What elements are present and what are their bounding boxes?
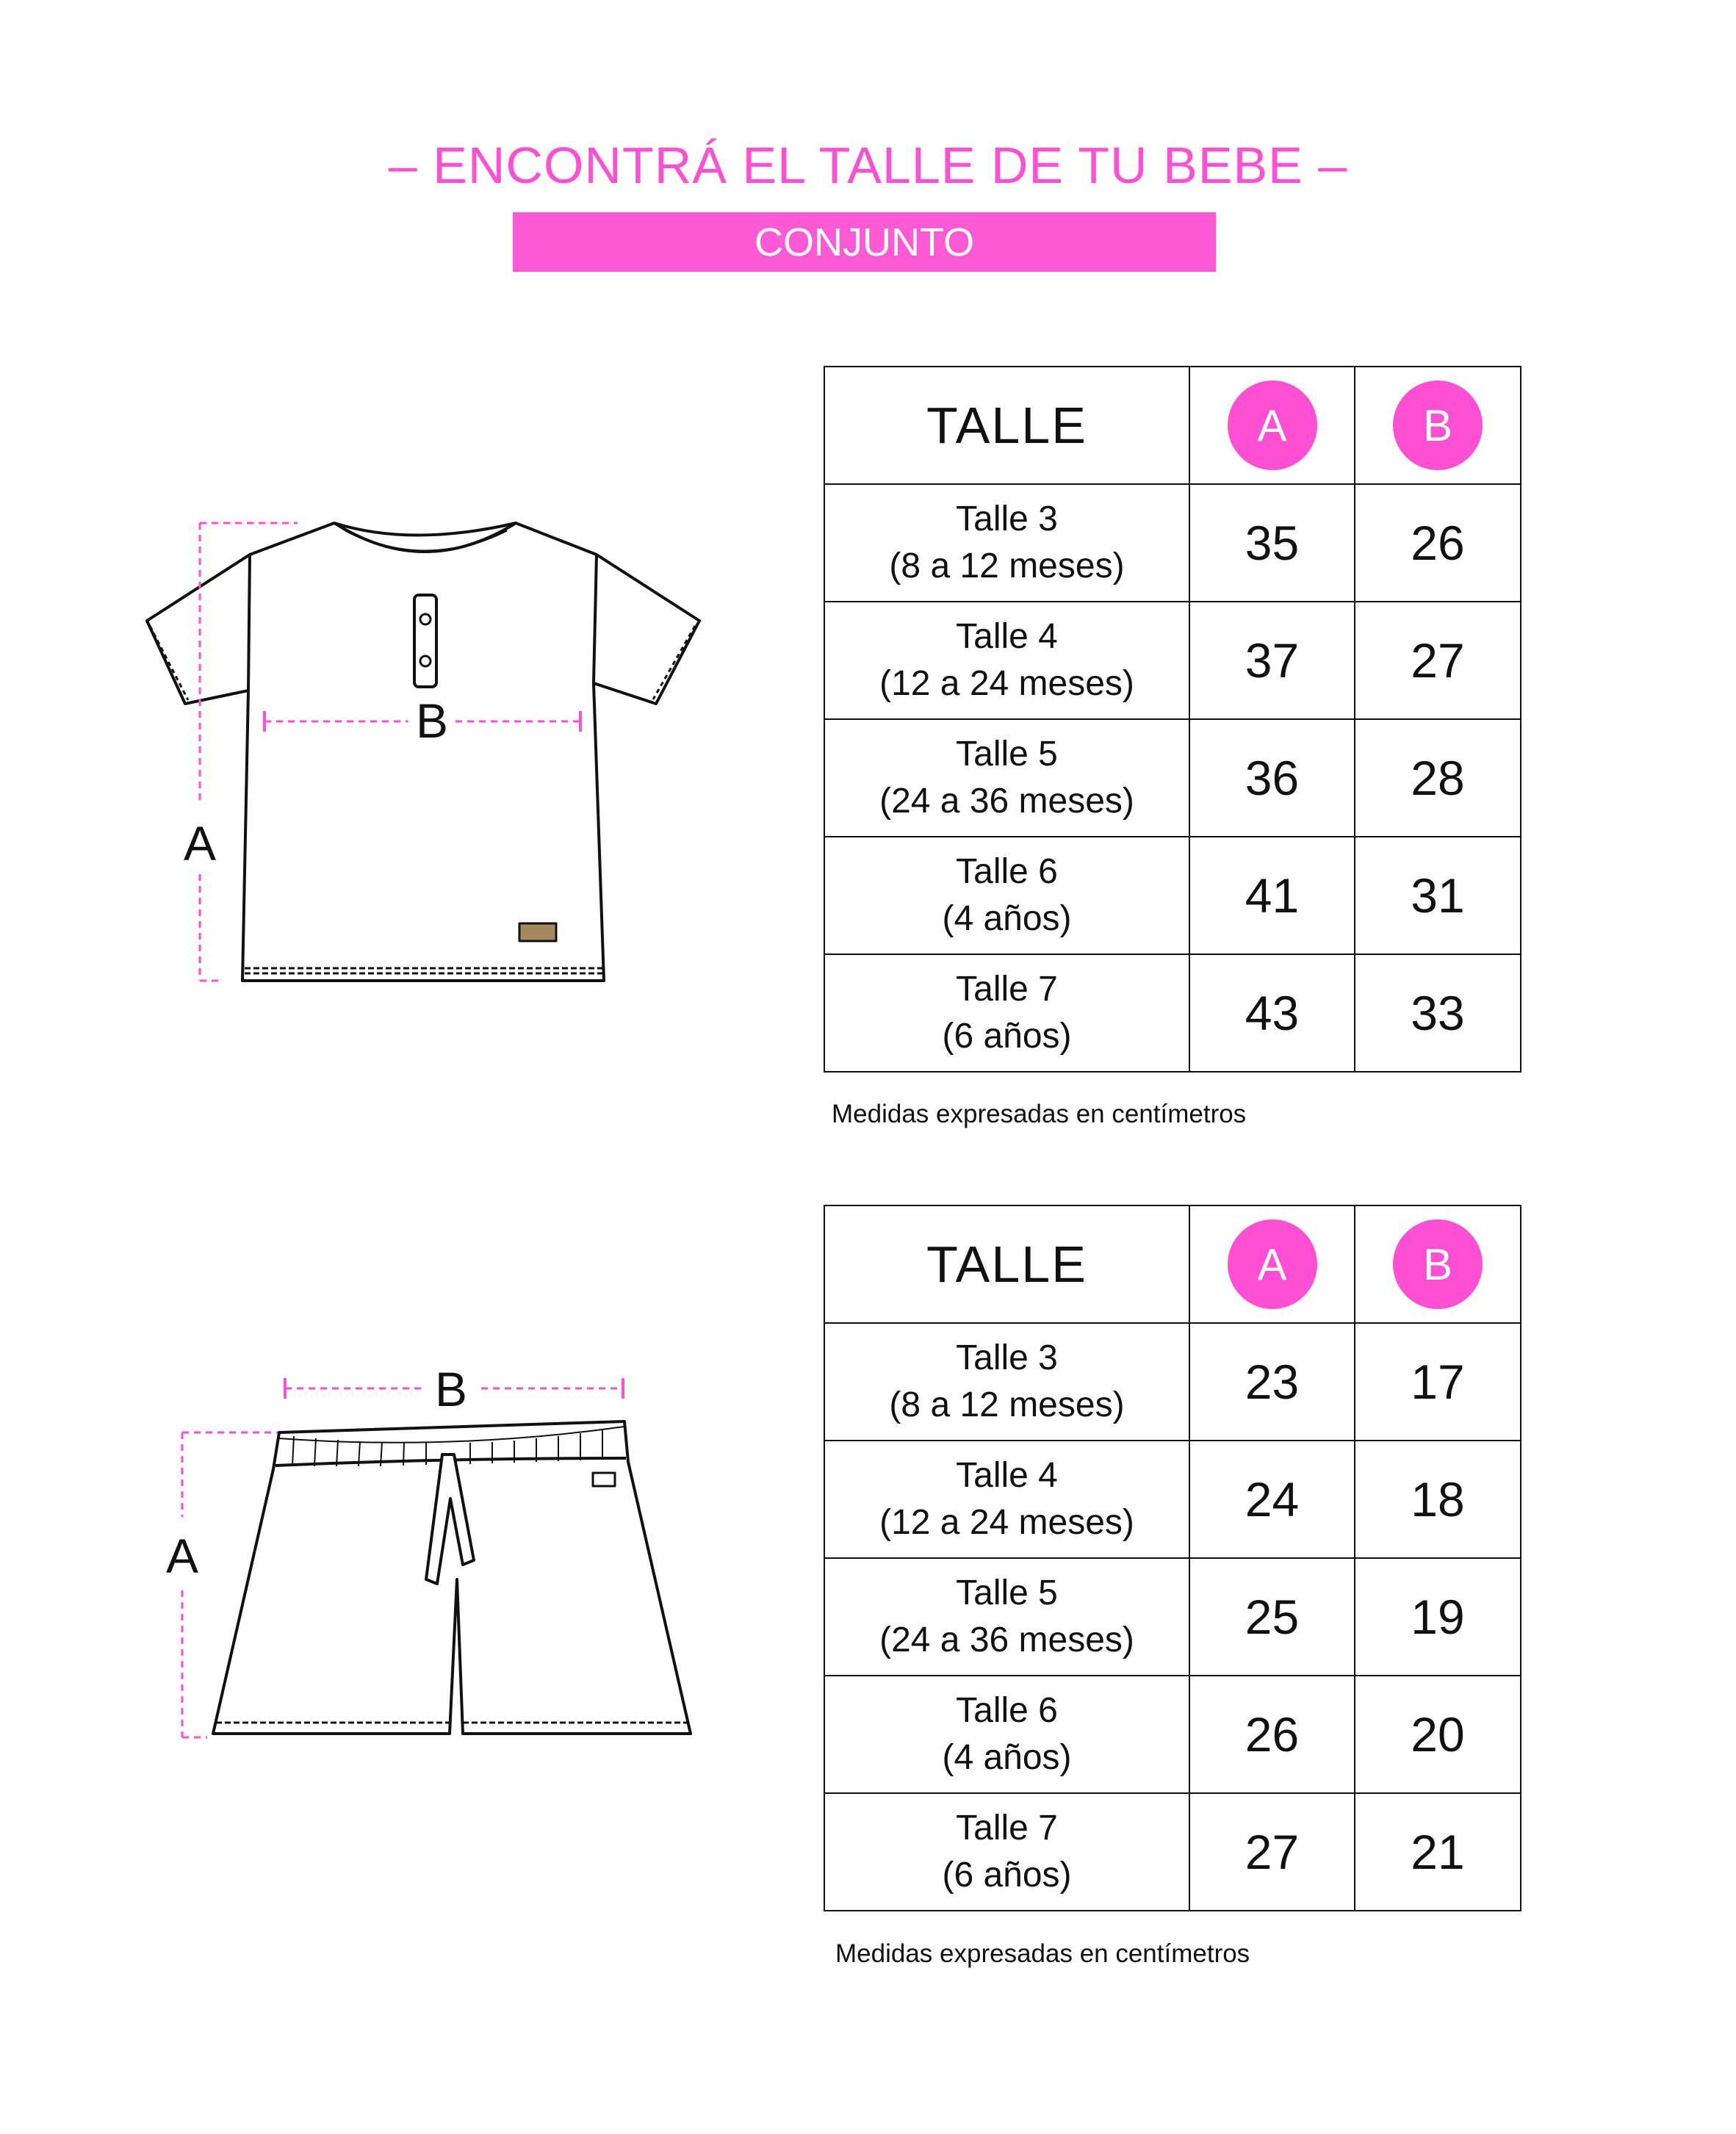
measure-a: 23 xyxy=(1189,1323,1355,1441)
measure-a: 37 xyxy=(1189,602,1355,719)
tshirt-label-a: A xyxy=(184,816,217,870)
table-header-row xyxy=(824,367,1521,484)
size-cell xyxy=(824,837,1189,954)
header-b-badge: B xyxy=(1393,381,1483,470)
table-row xyxy=(824,837,1521,954)
measure-b: 18 xyxy=(1355,1441,1521,1558)
measure-a: 24 xyxy=(1189,1441,1355,1558)
measure-b: 28 xyxy=(1355,719,1521,837)
table-header-row xyxy=(824,1205,1521,1323)
measure-b: 27 xyxy=(1355,602,1521,719)
measure-a: 36 xyxy=(1189,719,1355,837)
table-row xyxy=(824,1793,1521,1911)
size-range: (12 a 24 meses) xyxy=(879,1503,1134,1542)
measure-a: 27 xyxy=(1189,1793,1355,1911)
shorts-size-table xyxy=(824,1205,1521,1911)
size-name: Talle 6 xyxy=(956,1691,1058,1730)
size-cell xyxy=(824,484,1189,602)
size-cell xyxy=(824,954,1189,1072)
shorts-illustration xyxy=(213,1421,691,1734)
size-range: (6 años) xyxy=(942,1856,1072,1895)
measure-a: 35 xyxy=(1189,484,1355,602)
measure-b: 17 xyxy=(1355,1323,1521,1441)
measure-a: 41 xyxy=(1189,837,1355,954)
size-range: (12 a 24 meses) xyxy=(879,664,1134,703)
size-name: Talle 5 xyxy=(956,735,1058,774)
size-cell xyxy=(824,1441,1189,1558)
size-name: Talle 3 xyxy=(956,500,1058,538)
size-range: (6 años) xyxy=(942,1017,1072,1056)
size-range: (8 a 12 meses) xyxy=(889,1385,1125,1424)
table-row xyxy=(824,954,1521,1072)
size-range: (8 a 12 meses) xyxy=(889,547,1125,585)
size-cell xyxy=(824,1793,1189,1911)
size-name: Talle 4 xyxy=(956,1456,1058,1495)
size-cell xyxy=(824,1676,1189,1793)
header-a-badge: A xyxy=(1228,381,1317,470)
table-row xyxy=(824,1323,1521,1441)
measure-b: 20 xyxy=(1355,1676,1521,1793)
measure-b: 26 xyxy=(1355,484,1521,602)
size-cell xyxy=(824,719,1189,837)
measure-b: 33 xyxy=(1355,954,1521,1072)
measure-a: 26 xyxy=(1189,1676,1355,1793)
table-row xyxy=(824,719,1521,837)
tshirt-illustration xyxy=(147,523,699,981)
size-range: (24 a 36 meses) xyxy=(879,1621,1134,1659)
shorts-units-note: Medidas expresadas en centímetros xyxy=(835,1939,1250,1968)
size-name: Talle 7 xyxy=(956,970,1058,1009)
category-banner: CONJUNTO xyxy=(513,212,1216,272)
shorts-label-a: A xyxy=(166,1529,199,1583)
header-talle: TALLE xyxy=(824,367,1189,484)
shorts-label-b: B xyxy=(435,1362,468,1416)
table-row xyxy=(824,1558,1521,1676)
measure-a: 43 xyxy=(1189,954,1355,1072)
measure-b: 21 xyxy=(1355,1793,1521,1911)
size-range: (4 años) xyxy=(942,899,1072,938)
size-cell xyxy=(824,1323,1189,1441)
size-name: Talle 6 xyxy=(956,852,1058,891)
measure-b: 31 xyxy=(1355,837,1521,954)
size-cell xyxy=(824,602,1189,719)
header-b-badge: B xyxy=(1393,1219,1483,1309)
page-title: – ENCONTRÁ EL TALLE DE TU BEBE – xyxy=(388,137,1348,194)
shirt-units-note: Medidas expresadas en centímetros xyxy=(832,1100,1247,1128)
table-row xyxy=(824,602,1521,719)
shirt-size-table xyxy=(824,366,1521,1073)
table-row xyxy=(824,484,1521,602)
size-range: (4 años) xyxy=(942,1738,1072,1777)
size-name: Talle 5 xyxy=(956,1574,1058,1612)
header-a-badge: A xyxy=(1228,1219,1317,1309)
size-name: Talle 7 xyxy=(956,1809,1058,1848)
tshirt-label-b: B xyxy=(416,693,449,748)
table-row xyxy=(824,1441,1521,1558)
size-name: Talle 3 xyxy=(956,1338,1058,1377)
measure-b: 19 xyxy=(1355,1558,1521,1676)
header-talle: TALLE xyxy=(824,1205,1189,1323)
size-range: (24 a 36 meses) xyxy=(879,782,1134,821)
table-row xyxy=(824,1676,1521,1793)
size-cell xyxy=(824,1558,1189,1676)
size-name: Talle 4 xyxy=(956,617,1058,656)
measure-a: 25 xyxy=(1189,1558,1355,1676)
